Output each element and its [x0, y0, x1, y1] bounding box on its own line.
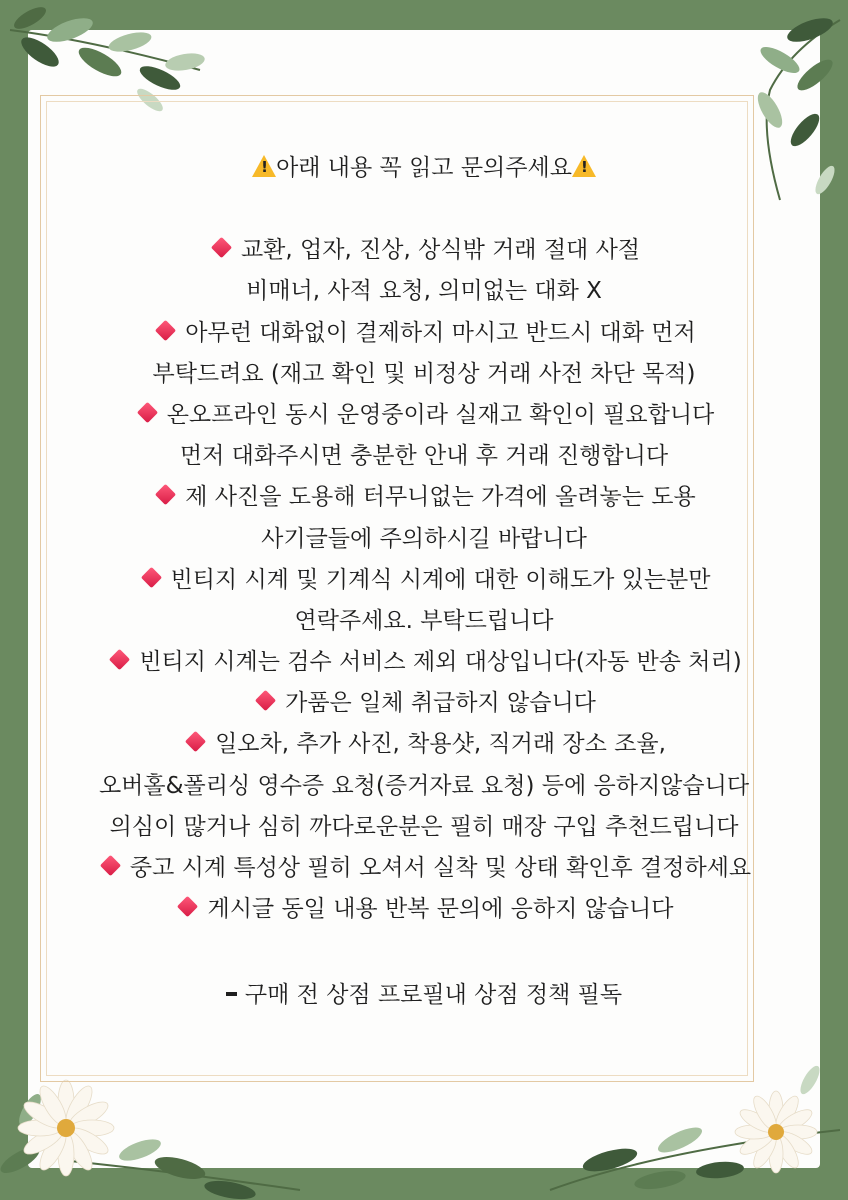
rule-line	[0, 560, 848, 601]
red-diamond-icon	[211, 237, 232, 258]
notice-content	[0, 148, 848, 1016]
rule-text: 중고 시계 특성상 필히 오셔서 실착 및 상태 확인후 결정하세요	[129, 855, 752, 881]
warning-icon	[252, 155, 276, 177]
rule-text: 먼저 대화주시면 충분한 안내 후 거래 진행합니다	[179, 443, 669, 470]
red-diamond-icon	[109, 649, 130, 670]
rule-line	[0, 230, 848, 271]
rule-text: 부탁드려요 (재고 확인 및 비정상 거래 사전 차단 목적)	[152, 360, 696, 387]
rule-line	[0, 354, 848, 395]
rule-line	[0, 889, 848, 930]
red-diamond-icon	[177, 896, 198, 917]
rule-text: 연락주세요. 부탁드립니다	[294, 607, 554, 634]
rule-text: 오버홀&폴리싱 영수증 요청(증거자료 요청) 등에 응하지않습니다	[98, 772, 750, 799]
rule-text: 비매너, 사적 요청, 의미없는 대화 X	[246, 278, 602, 305]
rule-text: 제 사진을 도용해 터무니없는 가격에 올려놓는 도용	[185, 484, 696, 511]
rule-line	[0, 642, 848, 683]
footer-text: 구매 전 상점 프로필내 상점 정책 필독	[244, 982, 623, 1009]
rule-text: 교환, 업자, 진상, 상식밖 거래 절대 사절	[240, 237, 641, 264]
red-diamond-icon	[255, 690, 276, 711]
rule-line	[0, 683, 848, 724]
notice-title-text: 아래 내용 꼭 읽고 문의주세요	[276, 155, 572, 181]
rule-line	[0, 601, 848, 642]
rule-text: 가품은 일체 취급하지 않습니다	[285, 690, 596, 717]
rule-text: 온오프라인 동시 운영중이라 실재고 확인이 필요합니다	[166, 401, 715, 428]
footer-note	[0, 975, 848, 1016]
red-diamond-icon	[155, 484, 176, 505]
red-diamond-icon	[137, 402, 158, 423]
rule-line	[0, 807, 848, 848]
rule-line	[0, 313, 848, 354]
rule-text: 빈티지 시계 및 기계식 시계에 대한 이해도가 있는분만	[170, 566, 711, 593]
rule-line	[0, 519, 848, 560]
red-diamond-icon	[140, 567, 161, 588]
rule-text: 빈티지 시계는 검수 서비스 제외 대상입니다(자동 반송 처리)	[139, 649, 742, 676]
rule-line	[0, 271, 848, 312]
spacer	[0, 189, 848, 230]
rule-list	[0, 230, 848, 930]
rule-line	[0, 848, 848, 889]
rule-line	[0, 766, 848, 807]
dash-icon	[226, 992, 237, 996]
warning-icon	[572, 155, 596, 177]
rule-text: 의심이 많거나 심히 까다로운분은 필히 매장 구입 추천드립니다	[109, 813, 739, 840]
rule-text: 사기글들에 주의하시길 바랍니다	[261, 525, 587, 552]
red-diamond-icon	[100, 855, 121, 876]
rule-line	[0, 436, 848, 477]
rule-line	[0, 395, 848, 436]
spacer	[0, 930, 848, 971]
rule-line	[0, 477, 848, 518]
notice-title	[0, 148, 848, 189]
red-diamond-icon	[185, 731, 206, 752]
rule-text: 일오차, 추가 사진, 착용샷, 직거래 장소 조율,	[215, 731, 666, 758]
rule-line	[0, 724, 848, 765]
rule-text: 게시글 동일 내용 반복 문의에 응하지 않습니다	[207, 896, 674, 923]
rule-text: 아무런 대화없이 결제하지 마시고 반드시 대화 먼저	[185, 319, 696, 346]
red-diamond-icon	[155, 319, 176, 340]
